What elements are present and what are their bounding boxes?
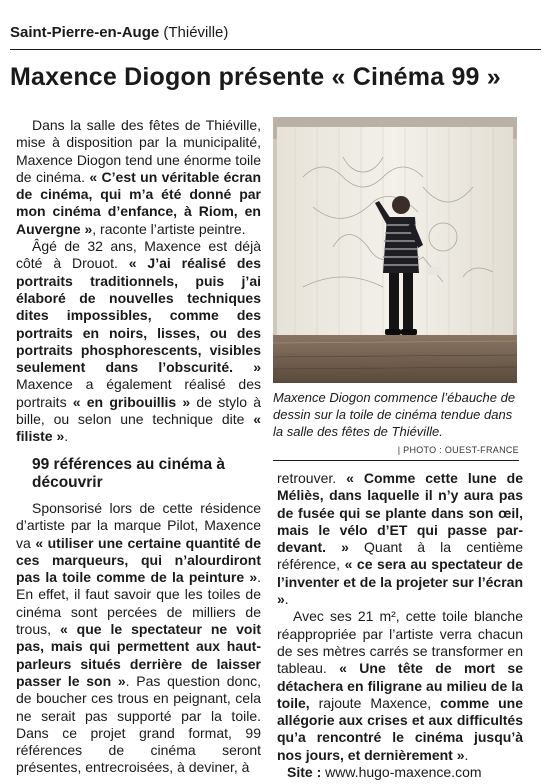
article-subhead: 99 références au cinéma à découvrir [32, 456, 226, 491]
intro-paragraph-2: Âgé de 32 ans, Maxence est déjà côté à Drouot. « J’ai réalisé des portraits traditionnels, puis j’ai élaboré de nouvelles techniques dites impossibles, comme des portraits en noirs, lisses, ou des portraits phosphorescents, visibles seulement dans l’obscurité. » Maxence a également réalisé des portraits « en gribouillis » de stylo à bille, ou selon une technique dite « filiste ». [16, 238, 261, 445]
photo-credit: | PHOTO : OUEST-FRANCE [397, 445, 519, 455]
website-link[interactable]: www.hugo-maxence.com [325, 764, 482, 781]
article-headline: Maxence Diogon présente « Cinéma 99 » [10, 63, 501, 91]
caption-rule [273, 460, 519, 461]
body-paragraph-2: retrouver. « Comme cette lune de Méliès, dans laquelle il n’y aura pas de fusée qui se plante dans son œil, mais le vélo d’ET qui passe par-devant. » Quant à la centième référence, « ce sera au spectateur de l’inventer et de la projeter sur l’écran ». [277, 470, 523, 608]
artist-at-screen-image [273, 117, 517, 383]
body-column-2 [277, 470, 523, 781]
town-name: Saint-Pierre-en-Auge [10, 24, 160, 41]
intro-column [16, 117, 261, 446]
website-label: Site : [287, 764, 322, 781]
photo-caption: Maxence Diogon commence l’ébauche de dessin sur la toile de cinéma tendue dans la salle des fêtes de Thiéville. [273, 390, 516, 439]
town-detail: (Thiéville) [163, 24, 229, 41]
website-line [277, 764, 523, 781]
article-photo [273, 117, 517, 383]
body-paragraph-1: Sponsorisé lors de cette résidence d’artiste par la marque Pilot, Maxence va « utiliser une certaine quantité de ces marqueurs, qui n’alourdiront pas la toile comme de la peinture ». En effet, il faut savoir que les toiles de cinéma sont percées de milliers de trous, « que le spectateur ne voit pas, mais qui permettent aux haut-parleurs situés derrière de laisser passer le son ». Pas question donc, de boucher ces trous en peignant, cela ne serait pas supporté par la toile. Dans ce projet grand format, 99 références de cinéma seront présentes, entrecroisées, à deviner, à [16, 500, 261, 776]
intro-paragraph-1: Dans la salle des fêtes de Thiéville, mise à disposition par la municipalité, Maxence Diogon tend une énorme toile de cinéma. « C’est un véritable écran de cinéma, qui m’a été donné par mon cinéma d’enfance, à Riom, en Auvergne », raconte l’artiste peintre. [16, 117, 261, 237]
body-paragraph-3: Avec ses 21 m², cette toile blanche réappropriée par l’artiste verra chacun de ses mètres carrés se transformer en tableau. « Une tête de mort se détachera en filigrane au milieu de la toile, rajoute Maxence, comme une allégorie aux crises et aux difficultés qu’a rencontré le cinéma jusqu’à nos jours, et dernièrement ». [277, 608, 523, 763]
body-column-1 [16, 500, 261, 777]
header-rule [10, 49, 541, 50]
locality-line [10, 24, 228, 42]
